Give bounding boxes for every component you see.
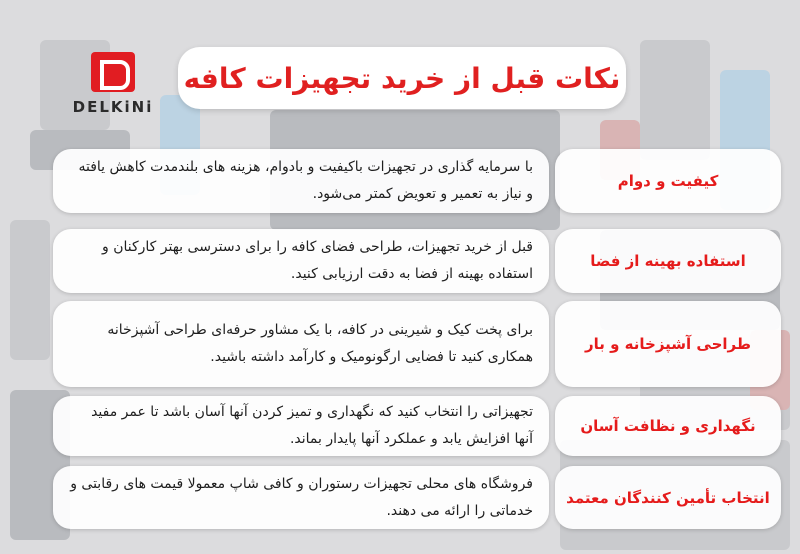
tip-label: کیفیت و دوام bbox=[617, 172, 719, 190]
tip-text: فروشگاه های محلی تجهیزات رستوران و کافی شاپ معمولا قیمت های رقابتی و خدماتی را ارائه می دهند. bbox=[70, 475, 533, 519]
tip-label: طراحی آشپزخانه و بار bbox=[585, 335, 751, 353]
tip-text: برای پخت کیک و شیرینی در کافه، با یک مشاور حرفه‌ای طراحی آشپزخانه همکاری کنید تا فضایی ارگونومیک و کارآمد داشته باشید. bbox=[107, 322, 533, 365]
tip-row-quality bbox=[53, 149, 781, 213]
tip-row-kitchen-design bbox=[53, 301, 781, 387]
logo-mark-icon bbox=[91, 52, 135, 92]
tip-text: قبل از خرید تجهیزات، طراحی فضای کافه را برای دسترسی بهتر کارکنان و استفاده بهینه از فضا به دقت ارزیابی کنید. bbox=[101, 239, 533, 282]
tip-text-box bbox=[53, 466, 549, 529]
logo-text: DELKiNi bbox=[72, 98, 154, 116]
tip-row-space bbox=[53, 229, 781, 293]
tip-label-box bbox=[555, 149, 781, 213]
tip-label: انتخاب تأمین کنندگان معتمد bbox=[566, 488, 770, 507]
tip-text-box bbox=[53, 229, 549, 293]
tip-text: با سرمایه گذاری در تجهیزات باکیفیت و بادوام، هزینه های بلندمدت کاهش یافته و نیاز به تعمیر و تعویض کمتر می‌شود. bbox=[78, 159, 533, 202]
tip-label: استفاده بهینه از فضا bbox=[590, 252, 746, 270]
tip-label-box bbox=[555, 466, 781, 529]
tip-row-suppliers bbox=[53, 466, 781, 529]
tip-label-box bbox=[555, 229, 781, 293]
tip-row-maintenance bbox=[53, 396, 781, 456]
tip-text-box bbox=[53, 396, 549, 456]
tip-label-box bbox=[555, 396, 781, 456]
tip-label-box bbox=[555, 301, 781, 387]
tip-text: تجهیزاتی را انتخاب کنید که نگهداری و تمیز کردن آنها آسان باشد تا عمر مفید آنها افزایش یابد و عملکرد آنها پایدار بماند. bbox=[91, 404, 533, 447]
tip-text-box bbox=[53, 149, 549, 213]
title-banner bbox=[178, 47, 626, 109]
tip-text-box bbox=[53, 301, 549, 387]
page-title: نکات قبل از خرید تجهیزات کافه bbox=[183, 61, 621, 95]
delkini-logo bbox=[58, 52, 168, 116]
tip-label: نگهداری و نظافت آسان bbox=[580, 417, 756, 435]
